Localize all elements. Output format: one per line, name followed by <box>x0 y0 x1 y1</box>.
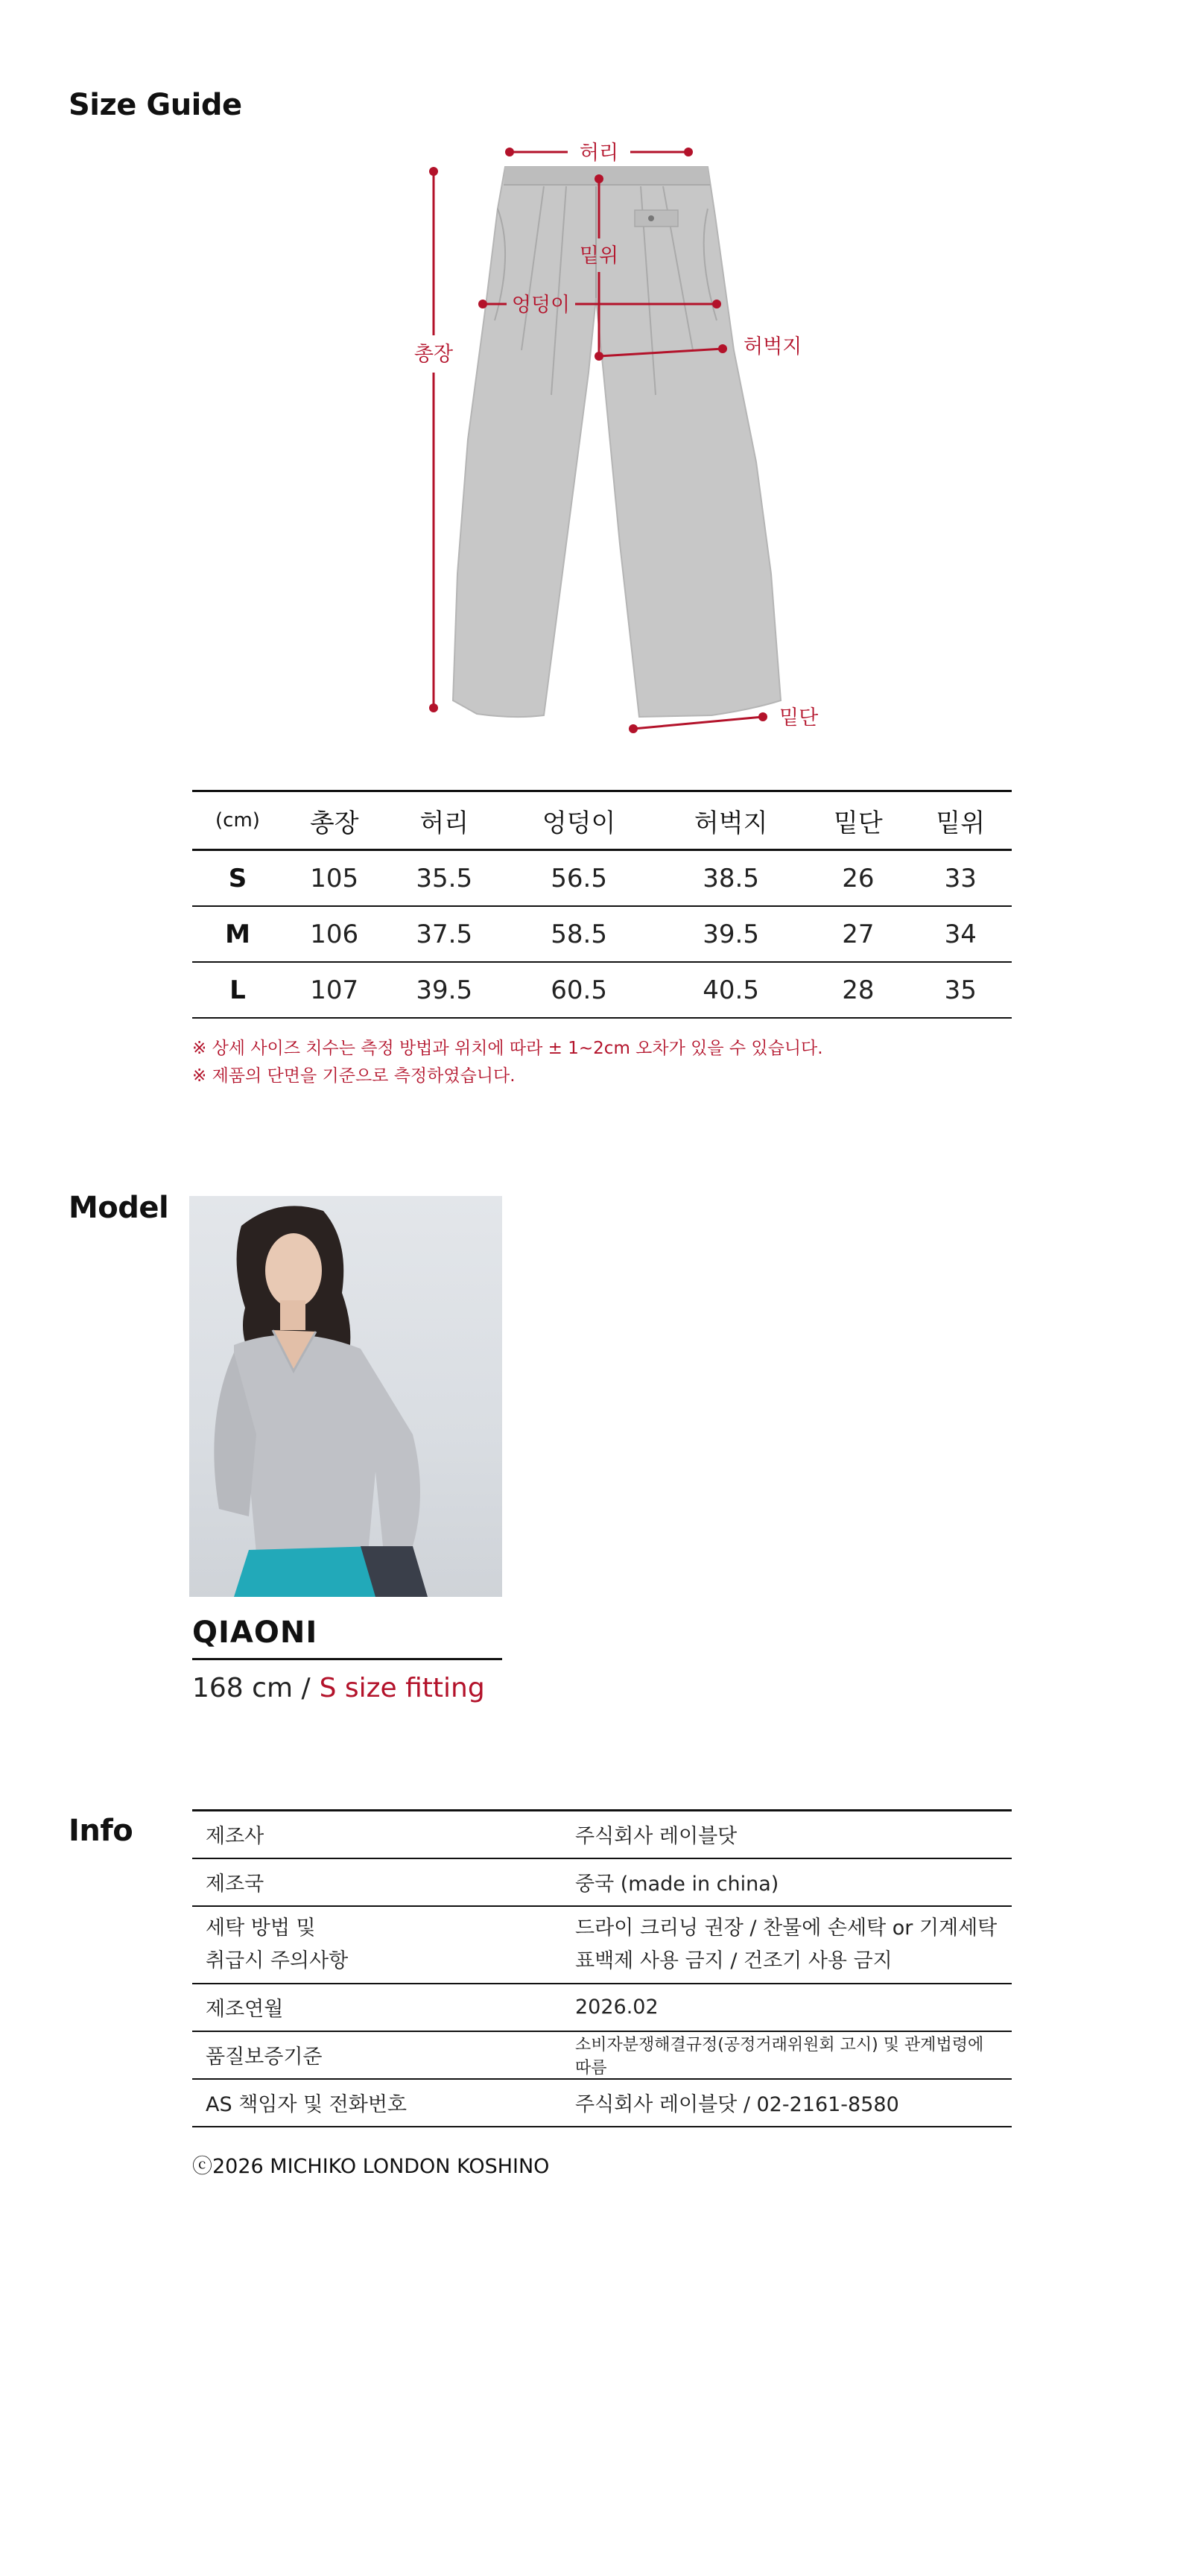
table-cell: 33 <box>910 850 1012 907</box>
info-value-line: 드라이 크리닝 권장 / 찬물에 손세탁 or 기계세탁 <box>575 1916 998 1940</box>
table-cell: 27 <box>807 906 909 962</box>
info-table <box>192 1809 1012 2127</box>
header-thigh: 허벅지 <box>655 791 807 850</box>
info-value <box>562 1906 1012 1984</box>
info-key: AS 책임자 및 전화번호 <box>192 2079 562 2127</box>
info-row <box>192 1906 1012 1984</box>
header-hip: 엉덩이 <box>503 791 655 850</box>
table-cell: 28 <box>807 962 909 1018</box>
table-cell: 56.5 <box>503 850 655 907</box>
info-value: 주식회사 레이블닷 <box>562 1811 1012 1858</box>
table-row <box>192 906 1012 962</box>
table-cell: 38.5 <box>655 850 807 907</box>
table-row <box>192 850 1012 907</box>
info-key-line: 세탁 방법 및 <box>206 1916 316 1940</box>
model-height: 168 cm / <box>192 1673 311 1703</box>
model-title: Model <box>69 1191 169 1225</box>
info-row <box>192 2079 1012 2127</box>
info-row <box>192 1984 1012 2031</box>
pants-size-diagram <box>0 127 1192 753</box>
hem-label: 밑단 <box>779 706 819 730</box>
table-cell: 40.5 <box>655 962 807 1018</box>
header-total-length: 총장 <box>283 791 385 850</box>
table-cell: 35 <box>910 962 1012 1018</box>
table-cell: 60.5 <box>503 962 655 1018</box>
thigh-label: 허벅지 <box>744 335 802 358</box>
table-cell: 37.5 <box>385 906 503 962</box>
table-cell: 39.5 <box>655 906 807 962</box>
model-fit-info <box>192 1673 485 1703</box>
info-value: 중국 (made in china) <box>562 1858 1012 1906</box>
size-cell: M <box>192 906 283 962</box>
info-key: 제조연월 <box>192 1984 562 2031</box>
header-waist: 허리 <box>385 791 503 850</box>
table-cell: 39.5 <box>385 962 503 1018</box>
size-note-2: ※ 제품의 단면을 기준으로 측정하였습니다. <box>192 1066 516 1086</box>
table-cell: 105 <box>283 850 385 907</box>
table-cell: 106 <box>283 906 385 962</box>
waist-label: 허리 <box>579 142 619 165</box>
copyright: ⓒ2026 MICHIKO LONDON KOSHINO <box>192 2155 550 2178</box>
header-rise: 밑위 <box>910 791 1012 850</box>
table-row <box>192 962 1012 1018</box>
info-key: 품질보증기준 <box>192 2031 562 2079</box>
info-title: Info <box>69 1814 133 1848</box>
table-cell: 26 <box>807 850 909 907</box>
info-value: 주식회사 레이블닷 / 02-2161-8580 <box>562 2079 1012 2127</box>
size-table-header <box>192 791 1012 850</box>
info-row <box>192 1858 1012 1906</box>
hip-label: 엉덩이 <box>511 294 571 317</box>
info-key <box>192 1906 562 1984</box>
model-name: QIAONI <box>192 1615 318 1650</box>
table-cell: 34 <box>910 906 1012 962</box>
size-note-1: ※ 상세 사이즈 치수는 측정 방법과 위치에 따라 ± 1~2cm 오차가 있을 수 있습니다. <box>192 1039 823 1058</box>
model-divider <box>192 1658 502 1660</box>
table-cell: 35.5 <box>385 850 503 907</box>
size-cell: S <box>192 850 283 907</box>
info-value: 소비자분쟁해결규정(공정거래위원회 고시) 및 관계법령에 따름 <box>562 2031 1012 2079</box>
total-length-label: 총장 <box>413 343 454 366</box>
size-table <box>192 790 1012 1019</box>
rise-label: 밑위 <box>579 244 619 268</box>
info-row <box>192 1811 1012 1858</box>
table-cell: 107 <box>283 962 385 1018</box>
info-key: 제조국 <box>192 1858 562 1906</box>
model-photo-illustration <box>189 1196 502 1597</box>
info-key-line: 취급시 주의사항 <box>206 1949 349 1972</box>
model-fit-size: S size fitting <box>319 1673 485 1703</box>
info-key: 제조사 <box>192 1811 562 1858</box>
info-value: 2026.02 <box>562 1984 1012 2031</box>
header-hem: 밑단 <box>807 791 909 850</box>
info-row <box>192 2031 1012 2079</box>
size-guide-title: Size Guide <box>69 88 242 122</box>
size-cell: L <box>192 962 283 1018</box>
unit-header: (cm) <box>192 791 283 850</box>
info-value-line: 표백제 사용 금지 / 건조기 사용 금지 <box>575 1949 893 1972</box>
model-photo <box>189 1196 502 1597</box>
table-cell: 58.5 <box>503 906 655 962</box>
